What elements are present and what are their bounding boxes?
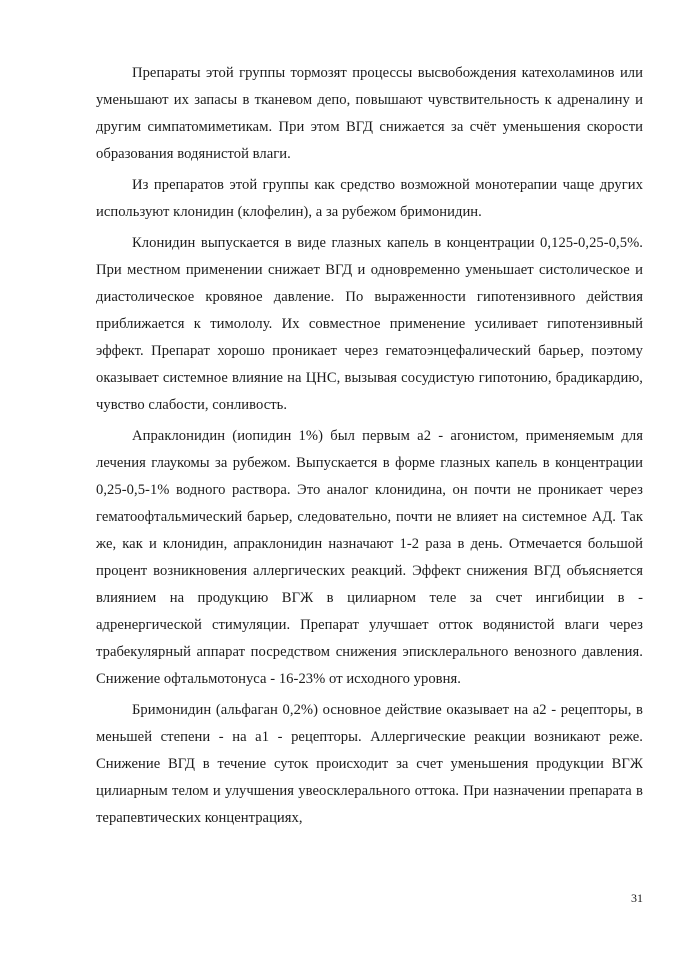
paragraph-clonidine: Клонидин выпускается в виде глазных капель в концентрации 0,125-0,25-0,5%. При местном применении снижает ВГД и одновременно уменьшает систолическое и диастолическое кровяное давление. По выраженности гипотензивного действия приближается к тимололу. Их совместное применение усиливает гипотензивный эффект. Препарат хорошо проникает через гематоэнцефалический барьер, поэтому оказывает системное влияние на ЦНС, вызывая сосудистую гипотонию, брадикардию, чувство слабости, сонливость. <box>96 235 643 413</box>
page-number: 31 <box>631 891 643 905</box>
paragraph-apraclonidine: Апраклонидин (иопидин 1%) был первым а2 - агонистом, применяемым для лечения глаукомы за рубежом. Выпускается в форме глазных капель в концентрации 0,25-0,5-1% водного раствора. Это аналог клонидина, он почти не проникает через гематоофтальмический барьер, следовательно, почти не влияет на системное АД. Так же, как и клонидин, апраклонидин назначают 1-2 раза в день. Отмечается большой процент возникновения аллергических реакций. Эффект снижения ВГД объясняется влиянием на продукцию ВГЖ в цилиарном теле за счет ингибиции в - адренергической стимуляции. Препарат улучшает отток водянистой влаги через трабекулярный аппарат посредством снижения эписклерального венозного давления. Снижение офтальмотонуса - 16-23% от исходного уровня. <box>96 428 643 687</box>
page-body <box>96 60 643 832</box>
paragraph-sympatholytics-intro: Препараты этой группы тормозят процессы высвобождения катехоламинов или уменьшают их запасы в тканевом депо, повышают чувствительность к адреналину и другим симпатомиметикам. При этом ВГД снижается за счёт уменьшения скорости образования водянистой влаги. <box>96 65 643 162</box>
paragraph-brimonidine: Бримонидин (альфаган 0,2%) основное действие оказывает на а2 - рецепторы, в меньшей степени - на а1 - рецепторы. Аллергические реакции возникают реже. Снижение ВГД в течение суток происходит за счет уменьшения продукции ВГЖ цилиарным телом и улучшения увеосклерального оттока. При назначении препарата в терапевтических концентрациях, <box>96 702 643 826</box>
paragraph-monotherapy: Из препаратов этой группы как средство возможной монотерапии чаще других используют клонидин (клофелин), а за рубежом бримонидин. <box>96 177 643 220</box>
